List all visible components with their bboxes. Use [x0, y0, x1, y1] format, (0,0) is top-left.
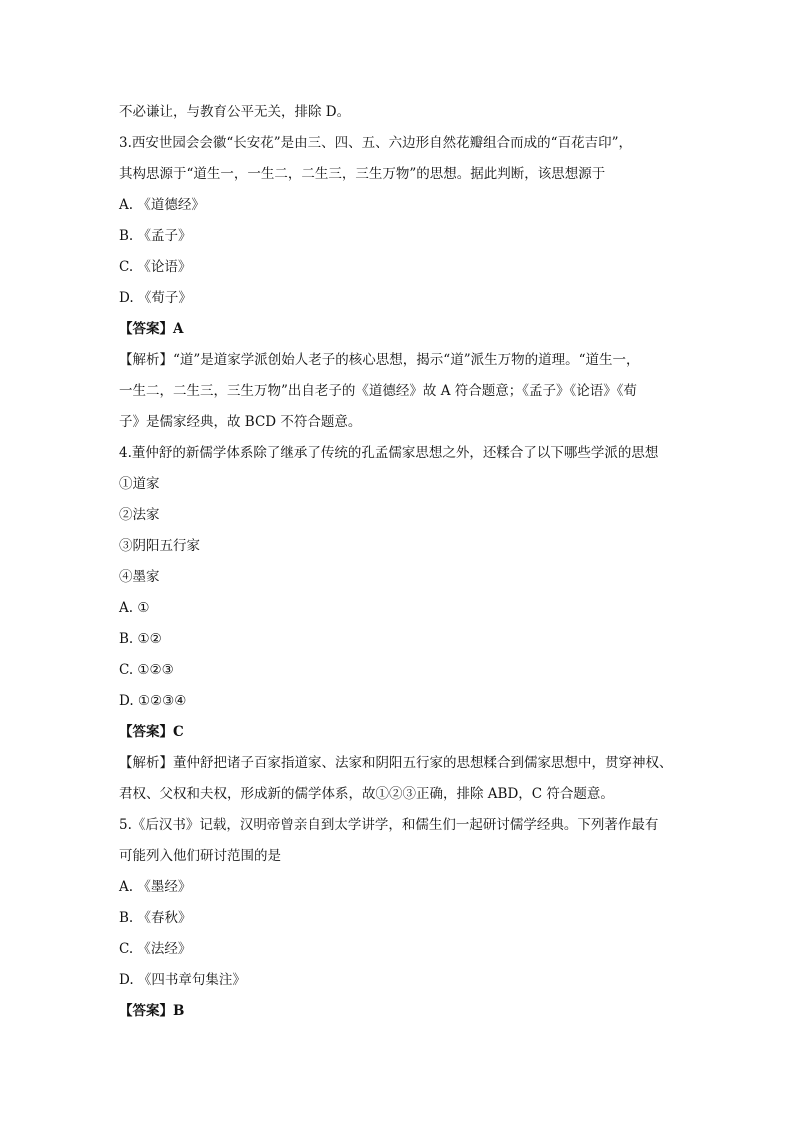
- option-a: A. 《墨经》: [119, 879, 192, 895]
- option-c: C. ①②③: [119, 662, 174, 678]
- question-4-stem: 4.董仲舒的新儒学体系除了继承了传统的孔孟儒家思想之外，还糅合了以下哪些学派的思想: [119, 445, 659, 461]
- text-line: 不必谦让，与教育公平无关，排除 D。: [119, 104, 351, 120]
- option-b: B. ①②: [119, 631, 162, 647]
- option-a: A. ①: [119, 600, 150, 616]
- analysis-line: 【解析】“道”是道家学派创始人老子的核心思想，揭示“道”派生万物的道理。“道生一，: [119, 352, 640, 368]
- analysis-line: 子》是儒家经典，故 BCD 不符合题意。: [119, 414, 362, 430]
- option-d: D. 《荀子》: [119, 290, 192, 306]
- answer-line: 【答案】B: [119, 1003, 185, 1019]
- question-5-stem: 可能列入他们研讨范围的是: [119, 848, 281, 864]
- option-d: D. 《四书章句集注》: [119, 972, 246, 988]
- analysis-line: 君权、父权和夫权，形成新的儒学体系，故①②③正确，排除 ABD，C 符合题意。: [119, 786, 614, 802]
- question-5-stem: 5.《后汉书》记载，汉明帝曾亲自到太学讲学，和儒生们一起研讨儒学经典。下列著作最有: [119, 817, 659, 833]
- question-3-stem: 3.西安世园会会徽“长安花”是由三、四、五、六边形自然花瓣组合而成的“百花吉印”，: [119, 135, 632, 151]
- statement-item: ①道家: [119, 476, 160, 492]
- option-c: C. 《法经》: [119, 941, 192, 957]
- analysis-line: 【解析】董仲舒把诸子百家指道家、法家和阴阳五行家的思想糅合到儒家思想中，贯穿神权、: [119, 755, 673, 771]
- statement-item: ④墨家: [119, 569, 160, 585]
- statement-item: ③阴阳五行家: [119, 538, 200, 554]
- option-c: C. 《论语》: [119, 259, 192, 275]
- option-a: A. 《道德经》: [119, 197, 205, 213]
- option-b: B. 《春秋》: [119, 910, 192, 926]
- question-3-stem: 其构思源于“道生一，一生二，二生三，三生万物”的思想。据此判断，该思想源于: [119, 166, 606, 182]
- analysis-line: 一生二，二生三，三生万物”出自老子的《道德经》故 A 符合题意；《孟子》《论语》《荀: [119, 383, 637, 399]
- option-d: D. ①②③④: [119, 693, 187, 709]
- option-b: B. 《孟子》: [119, 228, 192, 244]
- statement-item: ②法家: [119, 507, 160, 523]
- answer-line: 【答案】C: [119, 724, 184, 740]
- answer-line: 【答案】A: [119, 321, 184, 337]
